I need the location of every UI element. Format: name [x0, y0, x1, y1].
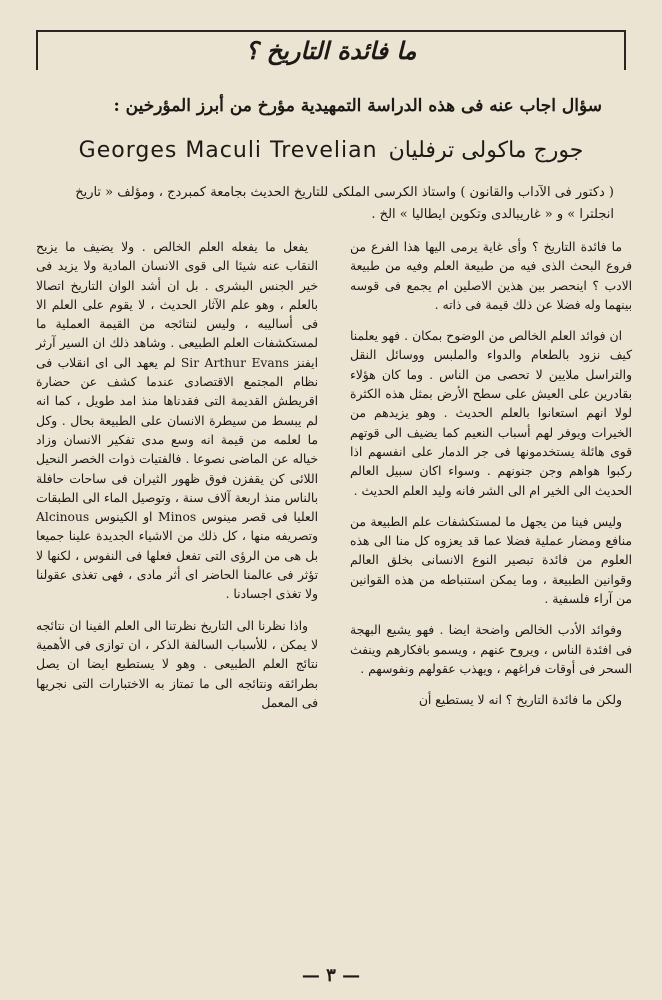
- author-name-arabic: جورج ماكولى ترفليان: [388, 138, 584, 163]
- paragraph: يفعل ما يفعله العلم الخالص . ولا يضيف ما يزيح النقاب عنه شيئا الى قوى الانسان المادية ولا يزيد فى خير الجنس البشرى . بل ان أشد الوان التاريخ اتصالا بالعلم ، وهو علم الآثار الحديث ، لا يقوم على العلم الا فى أساليبه ، وليس لنتائجه من القيمة العملية ما لمستكشفات العلم الطبيعى . وشاهد ذلك ان السير آرثر ايفنز Sir Arthur Evans لم يعهد الى اى انقلاب فى نظام المجتمع الاقتصادى عندما كشف عن حضارة اقريطش القديمة التى فقدناها منذ امد طويل ، كما انه لم يبسط من سيطرة الانسان على الطبيعة بحال . وكل ما لعلمه من قيمة انه وسع مدى تفكير الانسان وزاد خياله عن الماضى نصوعا . فالفتيات ذوات الخصر النحيل اللائى كن يقفزن فوق ظهور الثيران فى ساحات حافلة بالناس منذ اربعة آلاف سنة ، وتوصيل الماء الى الطبقات العليا فى قصر مينوس Minos او الكينوس Alcinous وتصريفه منها ، كل ذلك من الاشياء الجديدة علينا جميعا بل هى من الرؤى التى تفعل فعلها فى النفوس ، لكنها لا تؤثر فى عالمنا الحاضر اى أثر مادى ، فهى تغذى عقولنا ولا تغذى اجسادنا .: [36, 240, 318, 602]
- page-number: — ٣ —: [301, 965, 361, 986]
- text-column-left: [36, 238, 318, 725]
- paragraph: ولكن ما فائدة التاريخ ؟ انه لا يستطيع أن: [418, 693, 622, 708]
- author-line: [0, 138, 662, 163]
- question-heading: سؤال اجاب عنه فى هذه الدراسة التمهيدية مؤرخ من أبرز المؤرخين :: [113, 96, 602, 116]
- text-column-right: [350, 238, 632, 723]
- paragraph: وليس فينا من يجهل ما لمستكشفات علم الطبيعة من منافع ومضار عملية فضلا عما قد يعزوه كل منا الى هذه العلوم من فائدة تبصير النوع الانسانى بخلق العالم وقوانين الطبيعة ، وما يمكن استنباطه من هذه القوانين من آراء فلسفية .: [350, 514, 632, 607]
- paragraph: وفوائد الأدب الخالص واضحة ايضا . فهو يشيع البهجة فى افئدة الناس ، ويروح عنهم ، ويسمو بافكارهم وينفث السحر فى أوقات فراغهم ، ويهذب عقولهم ونفوسهم .: [350, 623, 632, 676]
- paragraph: ان فوائد العلم الخالص من الوضوح بمكان . فهو يعلمنا كيف نزود بالطعام والدواء والملبس ووسائل النقل والتراسل ملايين لا تحصى من الناس . وما كان هؤلاء بقادرين على العيش على سطح الأرض بمثل هذه الكثرة لولا انهم استعانوا بالعلم الحديث . وهو يزيدهم من الخيرات ويوفر لهم أسباب النعيم كما يضيف الى قوتهم قوى هائلة يستخدمونها فى جر الدمار على انفسهم اذا ركبوا هواهم وجن جنونهم . وسواء اكان سبيل العالم الحديث الى الخير ام الى الشر فانه وليد العلم الحديث .: [350, 329, 632, 498]
- author-name-latin: Georges Maculi Trevelian: [78, 138, 378, 163]
- author-bio: ( دكتور فى الآداب والقانون ) واستاذ الكرسى الملكى للتاريخ الحديث بجامعة كمبردج ، ومؤلف « تاريخ انجلترا » و « غاريبالدى وتكوين ايطاليا » الخ .: [75, 185, 614, 222]
- page-title: ما فائدة التاريخ ؟: [245, 36, 417, 65]
- paragraph: ما فائدة التاريخ ؟ وأى غاية يرمى اليها هذا الفرع من فروع البحث الذى فيه من طبيعة العلم وفيه من طبيعة الادب ؟ اينحصر بين هذين الاصلين ام يجمع فى قوسه بينهما وله فضلا عن ذلك قيمة فى ذاته .: [350, 240, 632, 312]
- paragraph: واذا نظرنا الى التاريخ نظرتنا الى العلم الفينا ان نتائجه لا يمكن ، للأسباب السالفة الذكر ، ان توازى فى الأهمية نتائج العلم الطبيعى . وهو لا يستطيع ايضا ان يصل بطرائقه ونتائجه الى ما تمتاز به الاختبارات التى نجريها فى المعمل: [36, 618, 318, 710]
